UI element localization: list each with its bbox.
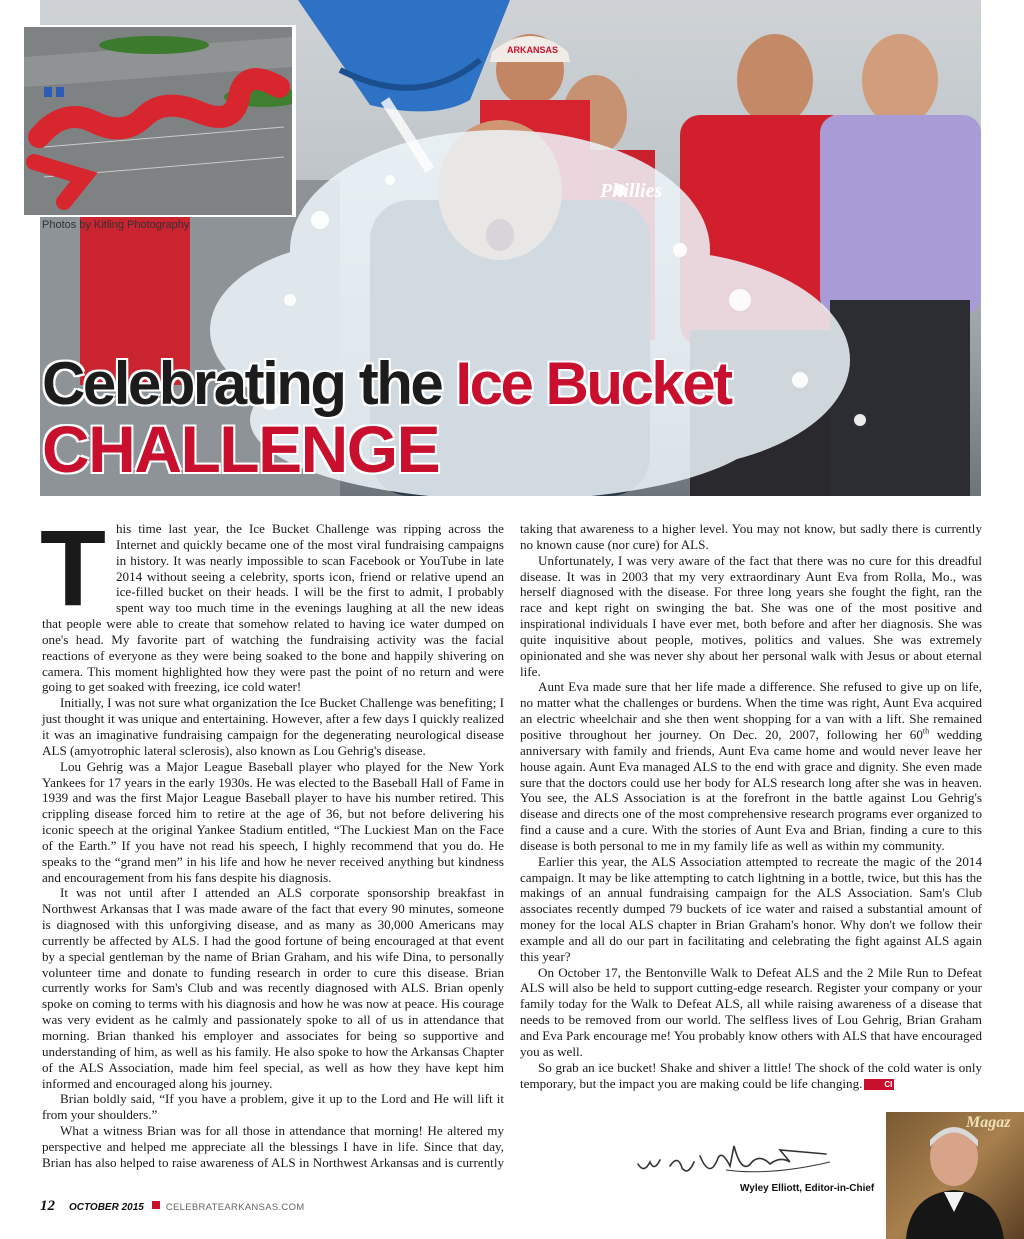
article-paragraph: [40, 507, 504, 695]
page-number: 12: [40, 1198, 55, 1214]
article-paragraph: [520, 1060, 982, 1092]
article-paragraph: Earlier this year, the ALS Association attempted to recreate the magic of the 2014 campaign. It may be like attempting to catch lightning in a bottle, twice, but this has the makings of an annual fundraising campaign for the ALS Association. Sam's Club associates recently dumped 79 buckets of ice water and raised a substantial amount of money for the local ALS chapter in Brian Graham's honor. Why don't we follow their example and all do our part in facilitating and celebrating the fight against ALS again this year?: [520, 853, 982, 964]
headline-line-1: [42, 350, 731, 417]
ordinal-suffix: th: [922, 726, 930, 736]
end-mark-icon: CI: [864, 1079, 894, 1090]
aerial-crowd-illustration: [24, 27, 292, 215]
photo-credit: Photos by Kitling Photography: [42, 219, 190, 231]
article-paragraph: It was not until after I attended an ALS corporate sponsorship breakfast in Northwest Arkansas that I was made aware of the fact that every 90 minutes, someone is diagnosed with this unforgiving disease, and as many as 30,000 Americans may currently be affected by ALS. I had the good fortune of being encouraged at that event by a special gentleman by the name of Brian Graham, and his wife Dina, to personally volunteer time and donate to funding research in order to cure this disease. Brian currently works for Sam's Club and was recently diagnosed with ALS. Brian openly spoke on coming to terms with his diagnosis and how he was now at peace. His courage was very evident as he calmly and passionately spoke to all of us in attendance that morning. Brian thanked his employer and associates for being so supportive and understanding of him, as well as his family. He also spoke to how the Arkansas Chapter of the ALS Association, made him feel special, as well as how they have kept him informed and encouraged along his journey.: [42, 885, 504, 1091]
website-link[interactable]: CELEBRATEARKANSAS.COM: [165, 1202, 305, 1213]
article-headline: [42, 350, 731, 486]
footer-square-icon: [152, 1201, 160, 1209]
article-paragraph: On October 17, the Bentonville Walk to Defeat ALS and the 2 Mile Run to Defeat ALS will also be held to support cutting-edge research. Register your company or your family today for the Walk to Defeat ALS, all while raising awareness of a disease that needs to be removed from our world. The selfless lives of Lou Gehrig, Brian Graham and Eva Park encourage me! You probably know others with ALS that have encouraged you as well.: [520, 964, 982, 1059]
drop-cap: T: [40, 507, 106, 628]
author-byline: Wyley Elliott, Editor-in-Chief: [740, 1183, 875, 1194]
article-paragraph: Initially, I was not sure what organization the Ice Bucket Challenge was benefiting; I just thought it was unique and entertaining. However, after a few days I quickly realized it was an imaginative fundraising campaign for the degenerating neurological disease ALS (amyotrophic lateral sclerosis), also known as Lou Gehrig's disease.: [42, 695, 504, 758]
article-paragraph: Unfortunately, I was very aware of the fact that there was no cure for this dreadful disease. It was in 2003 that my very extraordinary Aunt Eva from Rolla, Mo., was herself diagnosed with the disease. For three long years she fought the fight, ran the race and kept right on swinging the bat. She was one of the most positive and inspirational individuals I have ever met, both before and after her diagnosis. She was quite inquisitive about people, motives, politics and values. She was extremely opinionated and she was never shy about her personal walk with Jesus or about eternal life.: [520, 552, 982, 679]
headline-line-2: CHALLENGE: [42, 412, 440, 486]
issue-date: OCTOBER 2015: [69, 1202, 144, 1213]
cap-logo: ARKANSAS: [507, 45, 559, 55]
article-paragraph: What a witness Brian was for all those in attendance that morning! He altered my perspective and helped me appreciate all the blessings I have in life. Since that day, Brian has also helped to raise awareness of ALS in Northwest Arkansas and is currently taking that awareness to a higher level. You may not know, but sadly there is currently no known cause (nor cure) for ALS.: [42, 521, 982, 1170]
headline-red-text: Ice Bucket: [455, 350, 731, 417]
paragraph-text: his time last year, the Ice Bucket Challenge was ripping across the Internet and quickly became one of the most viral fundraising campaigns in history. It was nearly impossible to scan Facebook or YouTube in late 2014 without seeing a celebrity, sports icon, friend or relative upend an ice-filled bucket on their heads. I will be the first to admit, I probably spent way too much time in the evenings laughing at all the new ideas that people were able to create that somehow related to having ice water dumped on one's head. My favorite part of watching the fundraising activity was the facial reactions of everyone as they were being soaked to the bone and happily shivering on camera. This moment highlighted how they were past the point of no return and were going to get soaked with freezing, ice cold water!: [42, 521, 504, 695]
article-paragraph: Brian boldly said, “If you have a problem, give it up to the Lord and He will lift it from your shoulders.”: [42, 1091, 504, 1123]
author-photo: [884, 1110, 1024, 1239]
article-paragraph: Lou Gehrig was a Major League Baseball player who played for the New York Yankees for 17 years in the early 1930s. He was elected to the Baseball Hall of Fame in 1939 and was the first Major League Baseball player to have his number retired. This crippling disease forced him to retire at the age of 36, but not before delivering his iconic speech at the original Yankee Stadium entitled, “The Luckiest Man on the Face of the Earth.” If you have not read his speech, I highly recommend that you do. He speaks to the “grand men” in his life and how he never received anything but kindness and encouragement from his fans despite his diagnosis.: [42, 758, 504, 885]
paragraph-text: So grab an ice bucket! Shake and shiver a little! The shock of the cold water is only temporary, but the impact you are making could be life changing.: [520, 1059, 982, 1091]
paragraph-text: wedding anniversary with family and friends, Aunt Eva came home and would never leave her house again. Aunt Eva managed ALS to the end with grace and dignity. She even made sure that the doctors could use her body for ALS research long after she was in heaven. You see, the ALS Association is at the forefront in the battle against Lou Gehrig's disease and directs one of the most comprehensive research programs ever organized to find a cause and a cure. With the stories of Aunt Eva and Brian, finding a cure to this disease is both personal to me in my family life as well as within my community.: [520, 726, 982, 853]
paragraph-text: Aunt Eva made sure that her life made a difference. She refused to give up on life, no matter what the challenges or burdens. When the time was right, Aunt Eva acquired an electric wheelchair and she then went shopping for a van with a lift. She remained positive throughout her journey. On Dec. 20, 2007, following her 60: [520, 679, 982, 742]
signature-image: [630, 1136, 840, 1182]
shirt-text: Phillies: [600, 180, 663, 202]
inset-aerial-photo: [24, 27, 292, 215]
article-paragraph: [520, 679, 982, 853]
photo-backdrop-text: Magaz: [966, 1114, 1011, 1131]
article-body: [40, 507, 982, 1173]
headline-dark-text: Celebrating the: [42, 350, 442, 417]
page-footer: [40, 1198, 304, 1215]
